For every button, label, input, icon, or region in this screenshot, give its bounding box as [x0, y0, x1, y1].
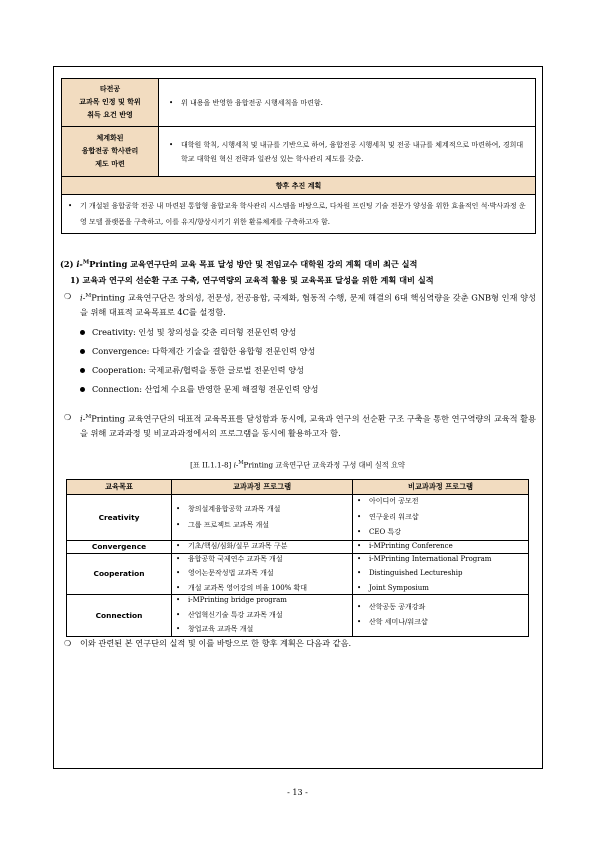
bullet-dot-icon — [80, 330, 85, 335]
extracurricular-cell: • i-MPrinting Conference — [353, 541, 529, 554]
goal-cell: Creativity — [67, 495, 172, 541]
curriculum-cell: • i-MPrinting bridge program • 산업혁신기술 특강 교과목 개설 • 창업교육 교과목 개설 — [172, 595, 353, 637]
curriculum-cell: • 융합공학 국제연수 교과목 개설 • 영어논문작성법 교과목 개설 • 개설 교과목 영어강의 비율 100% 확대 — [172, 553, 353, 595]
top-summary-table — [61, 78, 536, 234]
bullet-dot-icon — [80, 349, 85, 354]
goal-cooperation: Cooperation: 국제교류/협력을 통한 글로벌 전문인력 양성 — [92, 365, 305, 375]
col-header-goal: 교육목표 — [67, 480, 172, 495]
paragraph-program-usage: i-$^M$Printing 교육연구단의 대표적 교육목표를 달성함과 동시에, 교육과 연구의 선순환 구조 구축을 통한 연구역량의 교육적 활용을 위해 교과과정 및 비교과과정에서의 프로그램을 동시에 활용하고자 함. — [80, 413, 536, 438]
section-heading: (2) i-$^M$Printing 교육연구단의 교육 목표 달성 방안 및 전임교수 대학원 강의 계획 대비 최근 실적 — [60, 259, 418, 269]
circle-bullet-icon: ❍ — [64, 291, 72, 301]
row-content-management: • 대학원 학칙, 시행세칙 및 내규를 기반으로 하여, 융합전공 시행세칙 및 전공 내규를 체계적으로 마련하여, 경희대학교 대학원 혁신 전략과 일관성 있는 학사관리 제도를 갖춤. — [159, 127, 536, 177]
table-row — [67, 541, 529, 554]
goal-convergence: Convergence: 다학제간 기술을 결합한 융합형 전문인력 양성 — [92, 346, 316, 356]
bullet-dot-icon — [80, 368, 85, 373]
goal-cell: Convergence — [67, 541, 172, 554]
extracurricular-cell: • 아이디어 공모전 • 연구윤리 워크샵 • CEO 특강 — [353, 495, 529, 541]
table-caption: [표 II.1.1-8] i-$^M$Printing 교육연구단 교육과정 구성 대비 실적 요약 — [190, 460, 405, 470]
table-row — [67, 495, 529, 541]
future-plan-content: • 기 개설된 융합공학 전공 내 마련된 통합형 융합교육 학사관리 시스템을 바탕으로, 다차원 프린팅 기술 전문가 양성을 위한 효율적인 석·박사과정 운영 모델 플랫폼을 구축하고, 이를 유지/향상시키기 위한 환류체계를 구축하고자 함. — [62, 195, 536, 234]
curriculum-cell: • 기초/핵심/심화/실무 교과목 구분 — [172, 541, 353, 554]
closing-sentence: 이와 관련된 본 연구단의 실적 및 이를 바탕으로 한 향후 계획은 다음과 같음. — [80, 638, 352, 648]
goal-creativity: Creativity: 인성 및 창의성을 갖춘 리더형 전문인력 양성 — [92, 327, 297, 337]
future-plan-header: 향후 추진 계획 — [62, 177, 536, 195]
row-content-requirements: • 위 내용을 반영한 융합전공 시행세칙을 마련함. — [159, 79, 536, 127]
col-header-curriculum: 교과과정 프로그램 — [172, 480, 353, 495]
goal-cell: Connection — [67, 595, 172, 637]
page-number: - 13 - — [287, 788, 308, 797]
goal-connection: Connection: 산업체 수요를 반영한 문제 해결형 전문인력 양성 — [92, 384, 319, 394]
circle-bullet-icon: ❍ — [64, 412, 72, 422]
extracurricular-cell: • 산학공동 공개강좌 • 산학 세미나/워크샵 — [353, 595, 529, 637]
curriculum-cell: • 창의설계융합공학 교과목 개설 • 그룹 프로젝트 교과목 개설 — [172, 495, 353, 541]
col-header-extracurricular: 비교과과정 프로그램 — [353, 480, 529, 495]
extracurricular-cell: • i-MPrinting International Program • Distinguished Lectureship • Joint Symposium — [353, 553, 529, 595]
table-row — [67, 595, 529, 637]
curriculum-summary-table — [66, 479, 529, 637]
circle-bullet-icon: ❍ — [64, 638, 72, 648]
table-row — [67, 553, 529, 595]
row-label-management: 체계화된 융합전공 학사관리 제도 마련 — [62, 127, 159, 177]
subheading: 1) 교육과 연구의 선순환 구조 구축, 연구역량의 교육적 활용 및 교육목표 달성을 위한 계획 대비 실적 — [70, 275, 434, 285]
goal-cell: Cooperation — [67, 553, 172, 595]
row-label-requirements: 타전공 교과목 인정 및 학위 취득 요건 반영 — [62, 79, 159, 127]
bullet-dot-icon — [80, 387, 85, 392]
paragraph-education-goals: i-$^M$Printing 교육연구단은 창의성, 전문성, 전공융합, 국제화, 협동적 수행, 문제 해결의 6대 핵심역량을 갖춘 GNB형 인재 양성을 위해 대표적 교육목표로 4C를 설정함. — [80, 292, 536, 317]
